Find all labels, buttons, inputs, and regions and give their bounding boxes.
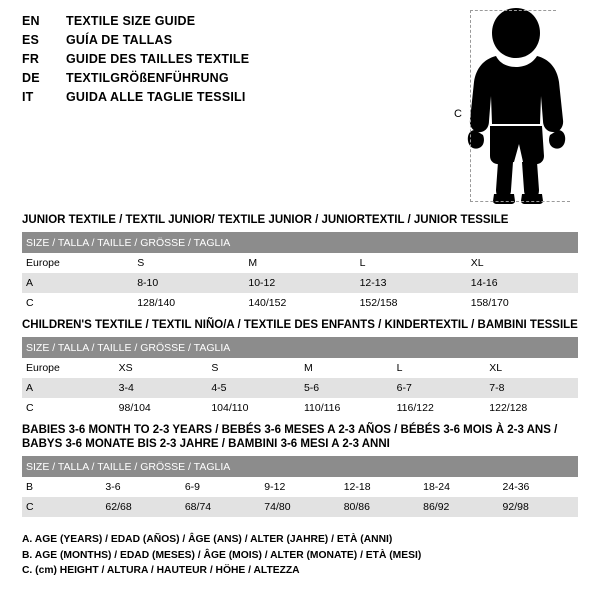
section-title: CHILDREN'S TEXTILE / TEXTIL NIÑO/A / TEXTILE DES ENFANTS / KINDERTEXTIL / BAMBINI TESSILE xyxy=(22,319,578,331)
language-title: TEXTILE SIZE GUIDE xyxy=(66,14,196,28)
height-guide-bottom-line xyxy=(470,201,570,202)
cell: 152/158 xyxy=(356,293,467,313)
legend-line-a: A. AGE (YEARS) / EDAD (AÑOS) / ÂGE (ANS) / ALTER (JAHRE) / ETÀ (ANNI) xyxy=(22,534,393,545)
cell: XL xyxy=(485,358,578,378)
language-title: GUÍA DE TALLAS xyxy=(66,33,173,47)
section-title: JUNIOR TEXTILE / TEXTIL JUNIOR/ TEXTILE JUNIOR / JUNIORTEXTIL / JUNIOR TESSILE xyxy=(22,214,509,226)
cell: 24-36 xyxy=(499,477,578,497)
cell: 116/122 xyxy=(393,398,486,418)
cell: 140/152 xyxy=(244,293,355,313)
cell: XS xyxy=(115,358,208,378)
cell: 18-24 xyxy=(419,477,498,497)
legend-line-b: B. AGE (MONTHS) / EDAD (MESES) / ÂGE (MOIS) / ALTER (MONATE) / ETÀ (MESI) xyxy=(22,549,422,561)
table-row xyxy=(22,253,578,273)
cell: L xyxy=(356,253,467,273)
cell: 8-10 xyxy=(133,273,244,293)
row-label: C xyxy=(22,293,133,313)
language-row xyxy=(22,14,442,33)
row-label: B xyxy=(22,477,101,497)
row-label: A xyxy=(22,273,133,293)
table-header-label: SIZE / TALLA / TAILLE / GRÖSSE / TAGLIA xyxy=(22,337,578,358)
language-row xyxy=(22,90,442,109)
row-label: Europe xyxy=(22,253,133,273)
section-junior xyxy=(22,213,578,313)
cell: 3-4 xyxy=(115,378,208,398)
section-children xyxy=(22,318,578,418)
cell: 158/170 xyxy=(467,293,578,313)
cell: 6-7 xyxy=(393,378,486,398)
cell: 12-18 xyxy=(340,477,419,497)
cell: 92/98 xyxy=(499,497,578,517)
table-header-label: SIZE / TALLA / TAILLE / GRÖSSE / TAGLIA xyxy=(22,456,578,477)
cell: XL xyxy=(467,253,578,273)
language-code: IT xyxy=(22,90,34,104)
table-header-row xyxy=(22,456,578,477)
row-label: A xyxy=(22,378,115,398)
measurement-diagram xyxy=(440,4,595,204)
language-title: TEXTILGRÖßENFÜHRUNG xyxy=(66,71,229,85)
cell: 110/116 xyxy=(300,398,393,418)
language-code: DE xyxy=(22,71,40,85)
row-label: Europe xyxy=(22,358,115,378)
cell: 10-12 xyxy=(244,273,355,293)
cell: 104/110 xyxy=(207,398,300,418)
table-row xyxy=(22,378,578,398)
cell: 5-6 xyxy=(300,378,393,398)
cell: 98/104 xyxy=(115,398,208,418)
table-header-row xyxy=(22,232,578,253)
cell: L xyxy=(393,358,486,378)
cell: 68/74 xyxy=(181,497,260,517)
language-row xyxy=(22,71,442,90)
language-title-block xyxy=(22,14,442,109)
cell: 7-8 xyxy=(485,378,578,398)
babies-size-table xyxy=(22,456,578,517)
legend-block xyxy=(22,532,578,579)
language-code: FR xyxy=(22,52,40,66)
language-code: EN xyxy=(22,14,40,28)
row-label: C xyxy=(22,398,115,418)
cell: 62/68 xyxy=(101,497,180,517)
children-size-table xyxy=(22,337,578,418)
height-guide-top-line xyxy=(470,10,556,11)
legend-line-c: C. (cm) HEIGHT / ALTURA / HAUTEUR / HÖHE / ALTEZZA xyxy=(22,565,300,576)
cell: M xyxy=(244,253,355,273)
height-measure-label: C xyxy=(454,108,462,120)
cell: 9-12 xyxy=(260,477,339,497)
table-row xyxy=(22,293,578,313)
row-label: C xyxy=(22,497,101,517)
cell: 6-9 xyxy=(181,477,260,497)
table-row xyxy=(22,497,578,517)
section-title: BABIES 3-6 MONTH TO 2-3 YEARS / BEBÉS 3-6 MESES A 2-3 AÑOS / BÉBÉS 3-6 MOIS À 2-3 ANS / BABYS 3-6 MONATE BIS 2-3 JAHRE / BAMBINI 3-6 MESI A 2-3 ANNI xyxy=(22,424,558,450)
language-row xyxy=(22,52,442,71)
cell: 80/86 xyxy=(340,497,419,517)
cell: 122/128 xyxy=(485,398,578,418)
cell: 14-16 xyxy=(467,273,578,293)
language-row xyxy=(22,33,442,52)
table-header-row xyxy=(22,337,578,358)
table-row xyxy=(22,477,578,497)
section-babies xyxy=(22,423,578,517)
cell: 3-6 xyxy=(101,477,180,497)
junior-size-table xyxy=(22,232,578,313)
cell: S xyxy=(207,358,300,378)
table-row xyxy=(22,398,578,418)
cell: 128/140 xyxy=(133,293,244,313)
cell: 74/80 xyxy=(260,497,339,517)
language-code: ES xyxy=(22,33,40,47)
table-header-label: SIZE / TALLA / TAILLE / GRÖSSE / TAGLIA xyxy=(22,232,578,253)
cell: 4-5 xyxy=(207,378,300,398)
cell: 86/92 xyxy=(419,497,498,517)
cell: S xyxy=(133,253,244,273)
language-title: GUIDA ALLE TAGLIE TESSILI xyxy=(66,90,246,104)
cell: 12-13 xyxy=(356,273,467,293)
child-silhouette-icon xyxy=(440,4,595,204)
table-row xyxy=(22,358,578,378)
language-title: GUIDE DES TAILLES TEXTILE xyxy=(66,52,250,66)
table-row xyxy=(22,273,578,293)
cell: M xyxy=(300,358,393,378)
height-guide-vertical-line xyxy=(470,10,471,202)
